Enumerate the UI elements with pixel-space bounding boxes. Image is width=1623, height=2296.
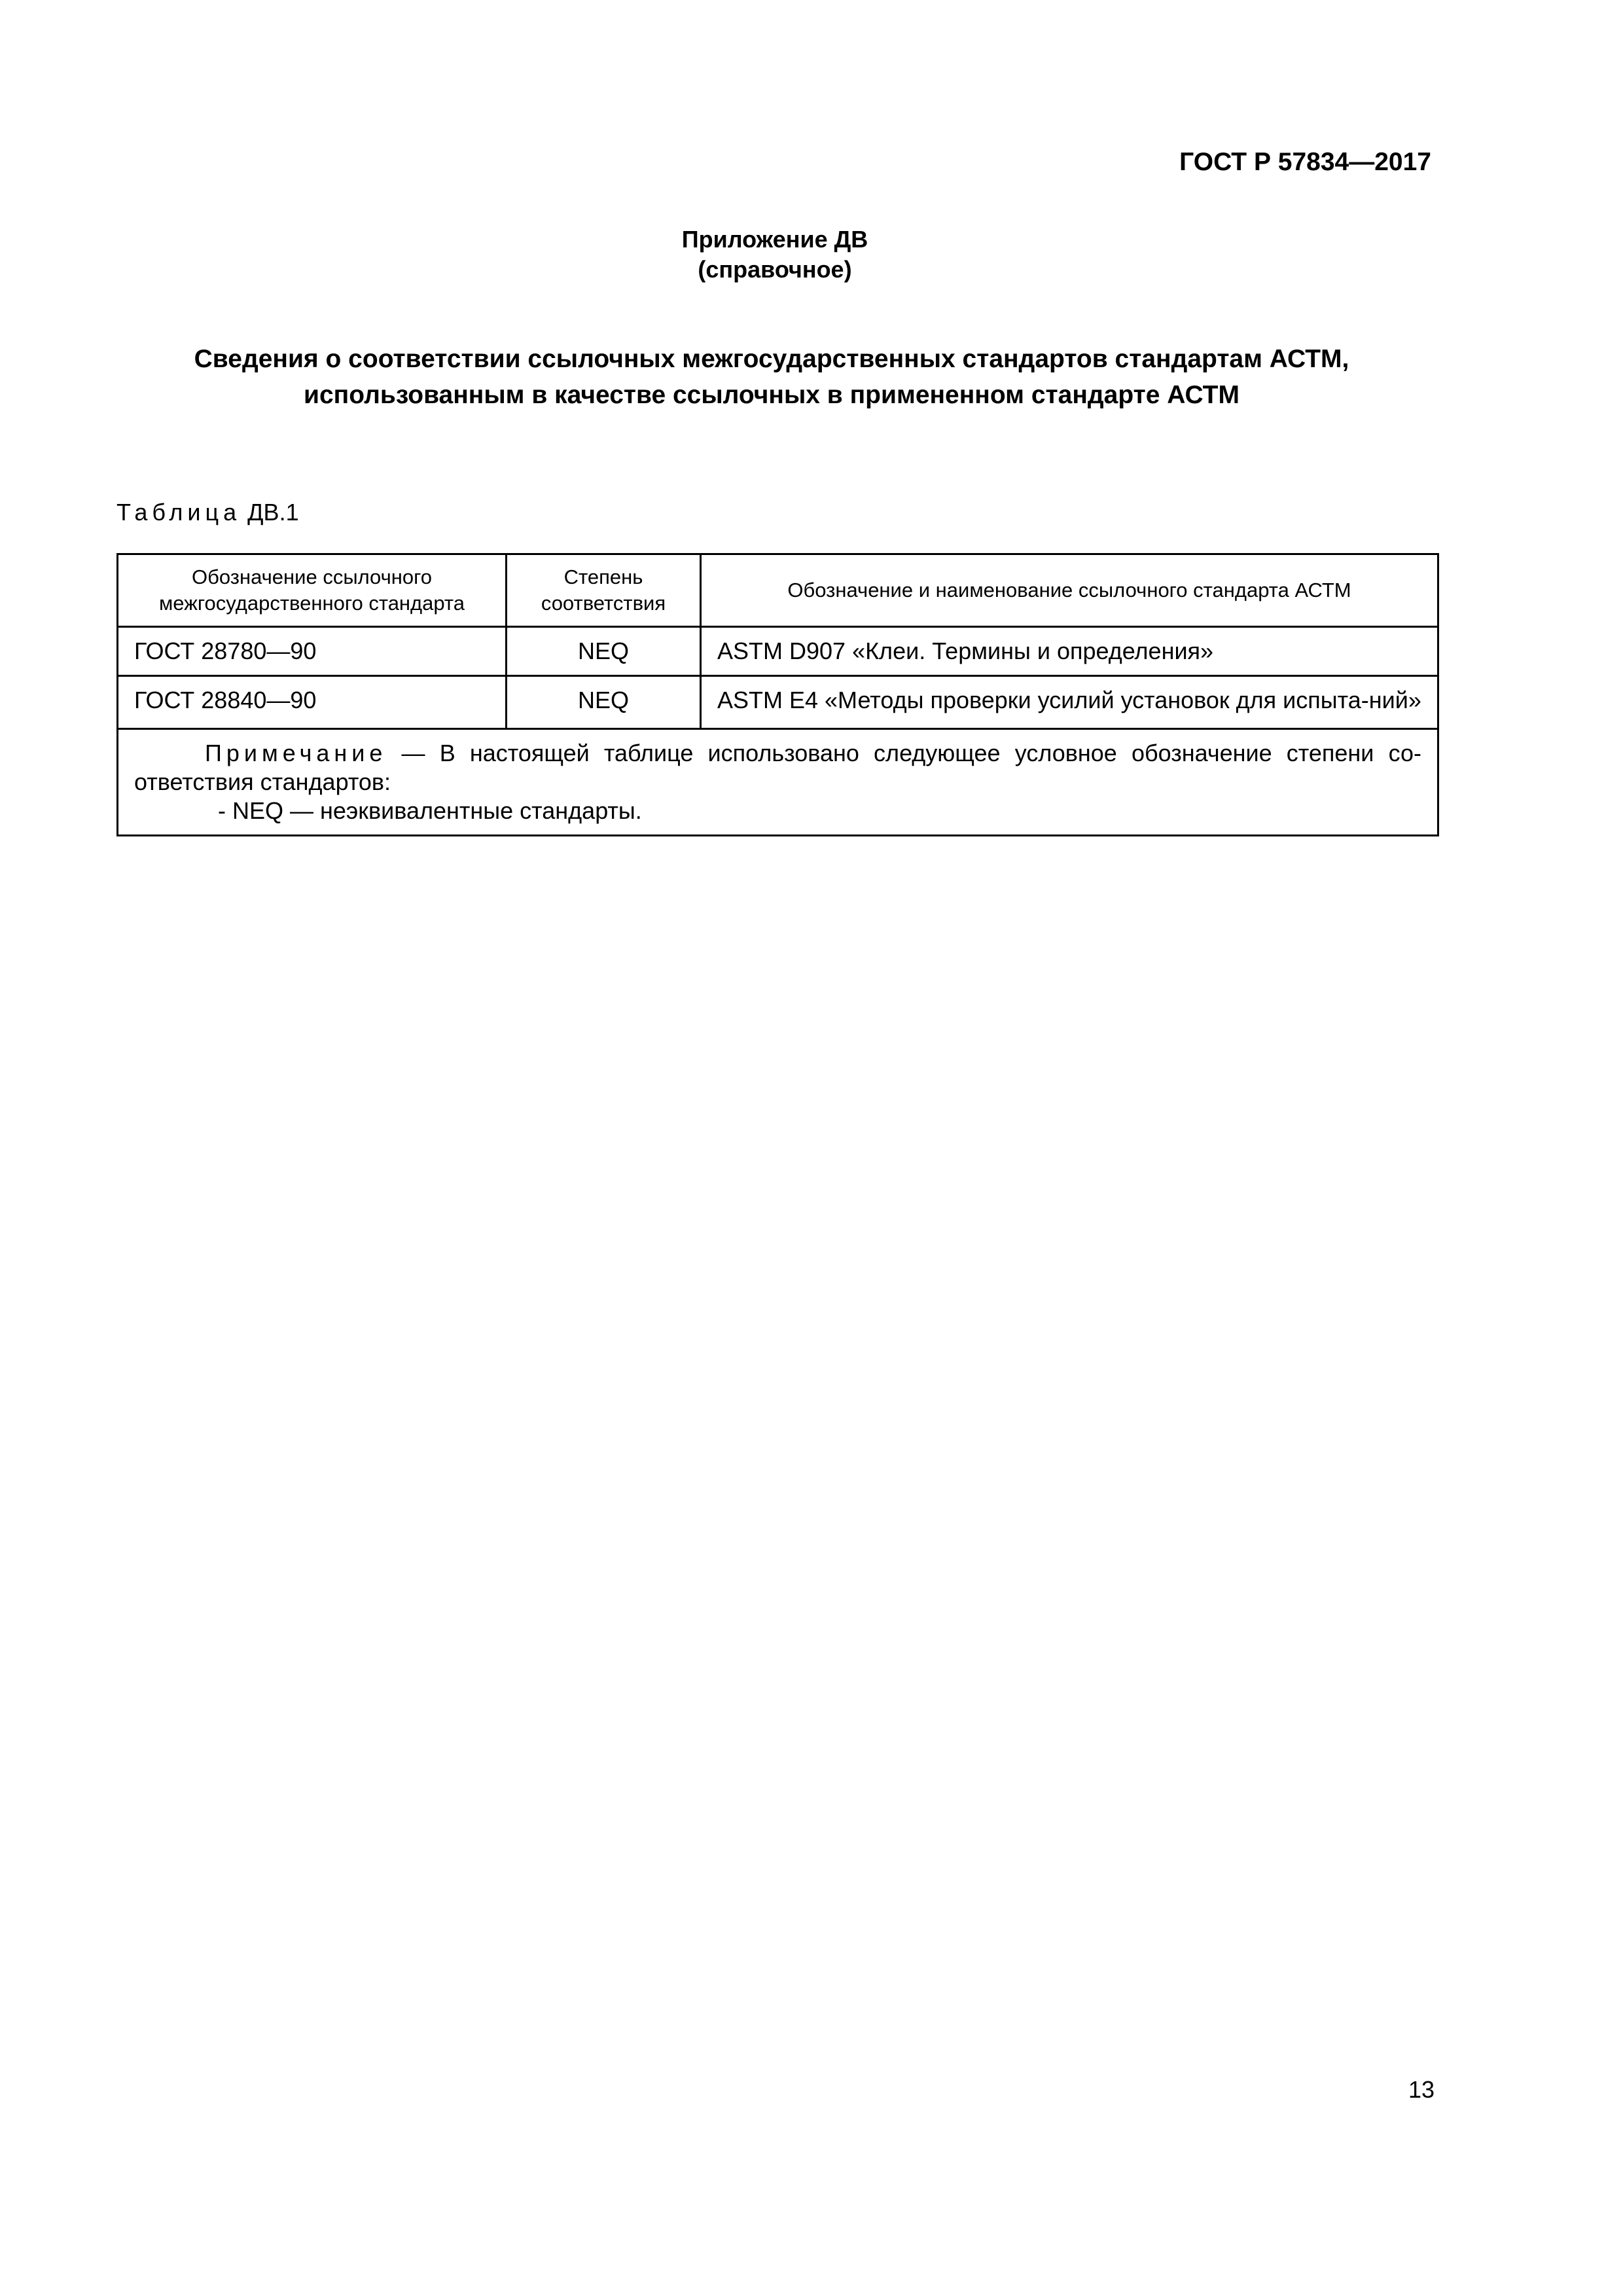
- cell-degree: NEQ: [507, 627, 701, 676]
- table-row: [118, 676, 1438, 729]
- section-title-line-2: использованным в качестве ссылочных в примененном стандарте АСТМ: [304, 381, 1240, 409]
- table-header-row: [118, 554, 1438, 627]
- header-interstate-standard: Обозначение ссылочного межгосударственного стандарта: [118, 554, 507, 627]
- table-caption: [116, 499, 299, 526]
- header-astm-standard: Обозначение и наименование ссылочного стандарта АСТМ: [701, 554, 1438, 627]
- section-title-line-1: Сведения о соответствии ссылочных межгосударственных стандартов стандартам АСТМ,: [194, 345, 1349, 373]
- cell-standard: ГОСТ 28840—90: [118, 676, 507, 729]
- document-code: ГОСТ Р 57834—2017: [1179, 148, 1431, 176]
- table-container: [116, 553, 1437, 836]
- cell-degree: NEQ: [507, 676, 701, 729]
- appendix-heading: [0, 224, 1550, 285]
- table-row: [118, 627, 1438, 676]
- section-title: [118, 341, 1425, 413]
- appendix-title: Приложение ДВ: [681, 226, 868, 253]
- cell-standard: ГОСТ 28780—90: [118, 627, 507, 676]
- page-number: 13: [1408, 2076, 1435, 2103]
- note-label: Примечание: [205, 740, 387, 766]
- header-degree: Степень соответствия: [507, 554, 701, 627]
- note-item: - NEQ — неэквивалентные стандарты.: [218, 797, 642, 824]
- note-text: — В настоящей таблице использовано следующее условное обозначение степени со-ответствия стандартов:: [134, 740, 1421, 795]
- cell-astm: ASTM E4 «Методы проверки усилий установок для испыта-ний»: [701, 676, 1438, 729]
- table-note: [118, 729, 1438, 836]
- table-caption-number: ДВ.1: [247, 499, 299, 526]
- appendix-subtitle: (справочное): [698, 256, 852, 283]
- reference-table: [116, 553, 1439, 836]
- table-caption-word: Таблица: [116, 499, 241, 526]
- note-paragraph: [134, 739, 1421, 797]
- cell-astm: ASTM D907 «Клеи. Термины и определения»: [701, 627, 1438, 676]
- table-note-row: [118, 729, 1438, 836]
